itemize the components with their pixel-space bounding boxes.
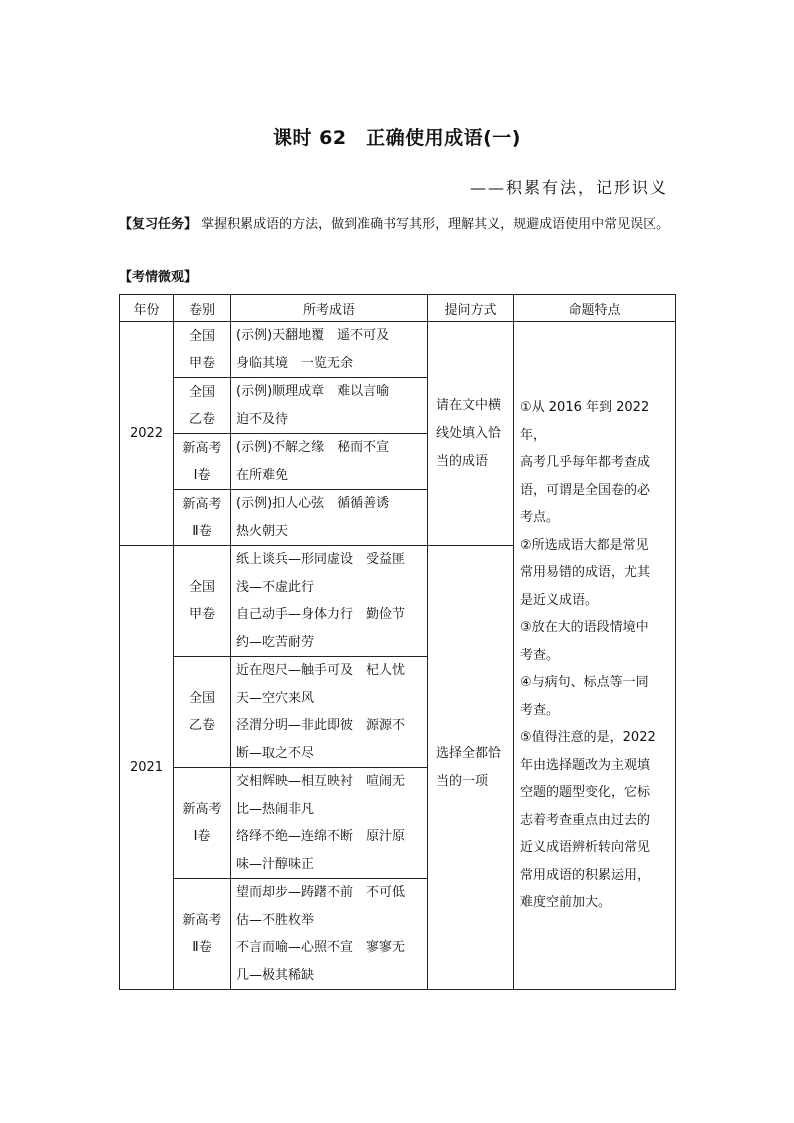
paper-cell: 新高考 Ⅱ卷	[174, 879, 231, 990]
paper-cell: 新高考 Ⅰ卷	[174, 434, 231, 490]
paper-cell: 全国 甲卷	[174, 322, 231, 378]
paper-cell: 全国 乙卷	[174, 378, 231, 434]
idioms-cell: 近在咫尺—触手可及 杞人忧 天—空穴来风 泾渭分明—非此即彼 源源不 断—取之不尽	[231, 657, 428, 768]
review-task-tag: 【复习任务】	[119, 217, 198, 232]
idioms-cell: 交相辉映—相互映衬 喧闹无 比—热闹非凡 络绎不绝—连绵不断 原汁原 味—汁醇味正	[231, 768, 428, 879]
idioms-cell: (示例)扣人心弦 循循善诱 热火朝天	[231, 490, 428, 546]
exam-overview-heading	[119, 265, 679, 291]
paper-cell: 全国 乙卷	[174, 657, 231, 768]
review-task-text: 掌握积累成语的方法，做到准确书写其形，理解其义，规避成语使用中常见误区。	[201, 217, 670, 232]
idioms-cell: 望而却步—踌躇不前 不可低 估—不胜枚举 不言而喻—心照不宣 寥寥无 几—极其稀缺	[231, 879, 428, 990]
exam-overview-tag: 【考情微观】	[119, 270, 198, 285]
table-row	[120, 322, 676, 378]
page-subtitle: ——积累有法，记形识义	[470, 178, 669, 197]
idioms-cell: 纸上谈兵—形同虚设 受益匪 浅—不虚此行 自己动手—身体力行 勤俭节 约—吃苦耐劳	[231, 546, 428, 657]
idioms-cell: (示例)不解之缘 秘而不宣 在所难免	[231, 434, 428, 490]
question-type-cell-2021: 选择全都恰 当的一项	[428, 546, 514, 990]
paper-cell: 新高考 Ⅱ卷	[174, 490, 231, 546]
year-cell-2022: 2022	[120, 322, 174, 546]
header-idioms: 所考成语	[231, 295, 428, 322]
header-paper: 卷别	[174, 295, 231, 322]
features-cell: ①从 2016 年到 2022 年， 高考几乎每年都考查成 语，可谓是全国卷的必 考点。 ②所选成语大都是常见 常用易错的成语，尤其 是近义成语。 ③放在大的语段情境中 考查。 ④与病句、标点等一同 考查。 ⑤值得注意的是，2022 年由选择题改为主观填 空题的题型变化，它标 志着考查重点由过去的 近义成语辨析转向常见 常用成语的积累运用， 难度空前加大。	[514, 322, 676, 990]
review-task	[119, 212, 679, 238]
idioms-cell: (示例)顺理成章 难以言喻 迫不及待	[231, 378, 428, 434]
paper-cell: 新高考 Ⅰ卷	[174, 768, 231, 879]
question-type-cell-2022: 请在文中横 线处填入恰 当的成语	[428, 322, 514, 546]
year-cell-2021: 2021	[120, 546, 174, 990]
table-header-row	[120, 295, 676, 322]
idioms-cell: (示例)天翻地覆 遥不可及 身临其境 一览无余	[231, 322, 428, 378]
header-features: 命题特点	[514, 295, 676, 322]
exam-table	[119, 294, 676, 990]
paper-cell: 全国 甲卷	[174, 546, 231, 657]
header-year: 年份	[120, 295, 174, 322]
page-title: 课时 62 正确使用成语(一)	[273, 127, 521, 149]
header-question-type: 提问方式	[428, 295, 514, 322]
